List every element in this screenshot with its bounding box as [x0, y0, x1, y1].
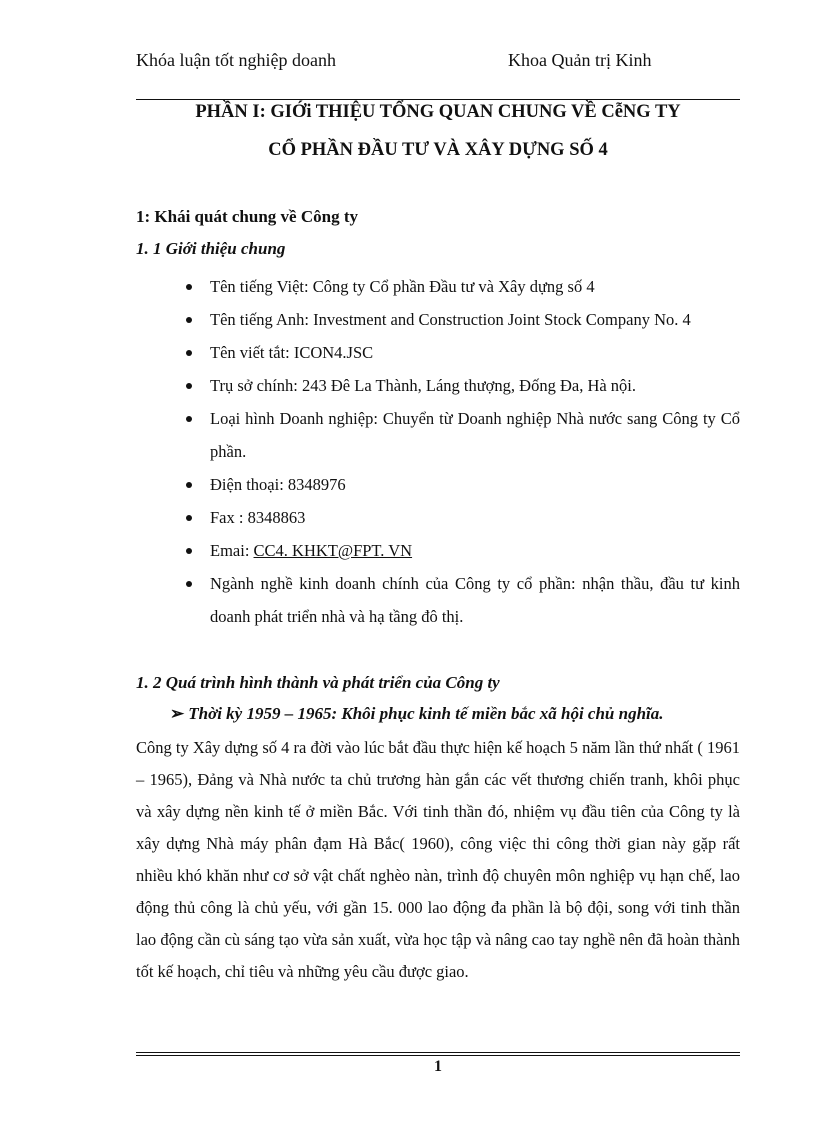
list-item — [186, 468, 740, 501]
list-item — [186, 402, 740, 468]
subsection-heading-intro: 1. 1 Giới thiệu chung — [136, 239, 286, 258]
section-heading: 1: Khái quát chung về Công ty — [136, 207, 358, 226]
page-header — [136, 48, 740, 98]
list-item-text: Ngành nghề kinh doanh chính của Công ty cổ phần: nhận thầu, đầu tư kinh doanh phát triển nhà và hạ tầng đô thị. — [210, 574, 740, 626]
header-thesis-label: Khóa luận tốt nghiệp doanh — [136, 50, 336, 70]
email-link[interactable]: CC4. KHKT@FPT. VN — [253, 541, 413, 560]
list-item-text: Điện thoại: 8348976 — [210, 475, 346, 494]
footer-divider-top — [136, 1052, 740, 1053]
period-heading-text: Thời kỳ 1959 – 1965: Khôi phục kinh tế miền bắc xã hội chủ nghĩa. — [188, 704, 664, 723]
chapter-title-line-2: CỔ PHẦN ĐẦU TƯ VÀ XÂY DỰNG SỐ 4 — [268, 140, 608, 160]
list-item — [186, 270, 740, 303]
period-heading — [170, 704, 664, 724]
bullet-icon — [186, 482, 192, 488]
bullet-icon — [186, 581, 192, 587]
list-item-text: Trụ sở chính: 243 Đê La Thành, Láng thượng, Đống Đa, Hà nội. — [210, 376, 637, 395]
bullet-icon — [186, 350, 192, 356]
header-divider — [136, 99, 740, 100]
email-label: Emai: — [210, 541, 254, 560]
list-item — [186, 369, 740, 402]
list-item-text: Tên tiếng Việt: Công ty Cổ phần Đầu tư và Xây dựng số 4 — [210, 277, 595, 296]
list-item — [186, 567, 740, 633]
list-item-text: Tên tiếng Anh: Investment and Construction Joint Stock Company No. 4 — [210, 310, 691, 329]
bullet-icon — [186, 548, 192, 554]
bullet-icon — [186, 515, 192, 521]
footer-divider-bottom — [136, 1055, 740, 1056]
history-paragraph: Công ty Xây dựng số 4 ra đời vào lúc bắt đầu thực hiện kế hoạch 5 năm lần thứ nhất ( 1961 – 1965), Đảng và Nhà nước ta chủ trương hàn gắn các vết thương chiến tranh, khôi phục và xây dựng nền kinh tế ở miền Bắc. Với tinh thần đó, nhiệm vụ đầu tiên của Công ty là xây dựng Nhà máy phân đạm Hà Bắc( 1960), công việc thi công thời gian này gặp rất nhiều khó khăn như cơ sở vật chất nghèo nàn, trình độ chuyên môn nghiệp vụ hạn chế, lao động thủ công là chủ yếu, với gần 15. 000 lao động đa phần là bộ đội, song với tinh thần lao động cần cù sáng tạo vừa sản xuất, vừa học tập và nâng cao tay nghề nên đã hoàn thành tốt kế hoạch, chỉ tiêu và những yêu cầu được giao. — [136, 738, 740, 981]
list-item-text: Loại hình Doanh nghiệp: Chuyển từ Doanh nghiệp Nhà nước sang Công ty Cổ phần. — [210, 409, 740, 461]
chapter-title-line-1: PHẦN I: GIỚi THIỆU TỔNG QUAN CHUNG VỀ CễNG TY — [195, 102, 681, 122]
list-item-text: Tên viết tắt: ICON4.JSC — [210, 343, 374, 362]
page-number: 1 — [434, 1058, 442, 1075]
list-item-email — [186, 534, 740, 567]
list-item-text: Fax : 8348863 — [210, 508, 306, 527]
bullet-icon — [186, 284, 192, 290]
list-item — [186, 336, 740, 369]
bullet-icon — [186, 317, 192, 323]
header-faculty-label: Khoa Quản trị Kinh — [508, 50, 652, 70]
email-line — [210, 534, 740, 567]
list-item — [186, 501, 740, 534]
bullet-icon — [186, 383, 192, 389]
bullet-icon — [186, 416, 192, 422]
list-item — [186, 303, 740, 336]
company-info-list — [186, 270, 740, 633]
subsection-heading-history: 1. 2 Quá trình hình thành và phát triển của Công ty — [136, 673, 500, 692]
arrow-bullet-icon: ➢ — [170, 704, 185, 723]
